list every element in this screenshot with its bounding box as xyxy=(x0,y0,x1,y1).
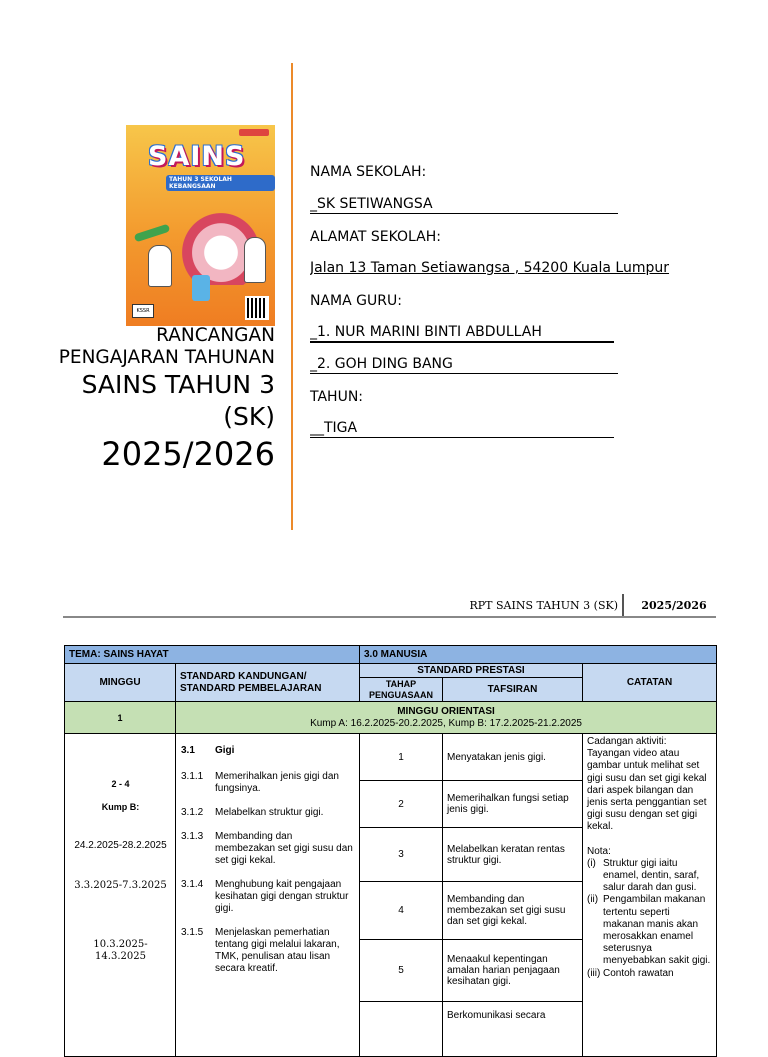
sp-level: 2 xyxy=(360,781,443,828)
catatan-cell xyxy=(583,734,717,1057)
catatan-note: (i) Struktur gigi iaitu enamel, dentin, saraf, salur darah dan gusi. xyxy=(587,857,700,894)
teacher-name-label: NAMA GURU: xyxy=(310,293,402,309)
sp-level: 3 xyxy=(360,828,443,882)
orientation-title: MINGGU ORIENTASI xyxy=(397,705,495,717)
sp-description: Memerihalkan fungsi setiap jenis gigi. xyxy=(443,781,583,828)
running-header-title: RPT SAINS TAHUN 3 (SK) xyxy=(469,599,618,612)
sp-level xyxy=(360,1002,443,1057)
orientation-dates: Kump A: 16.2.2025-20.2.2025, Kump B: 17.2.2025-21.2.2025 xyxy=(310,717,582,729)
sk-item: 3.1.4 Menghubung kait pengajaan kesihatan gigi dengan struktur gigi. xyxy=(181,879,349,914)
student-illustration xyxy=(244,237,266,283)
cover-subject: SAINS TAHUN 3 xyxy=(81,370,275,399)
unit-cell: 3.0 MANUSIA xyxy=(360,646,717,664)
sp-description: Menaakul kepentingan amalan harian penjagaan kesihatan gigi. xyxy=(443,940,583,1002)
week-group: Kump B: xyxy=(101,802,140,812)
sp-description: Menyatakan jenis gigi. xyxy=(443,734,583,781)
sp-description: Membanding dan membezakan set gigi susu dan set gigi kekal. xyxy=(443,882,583,940)
header-separator xyxy=(622,594,624,618)
week-date-3b: 14.3.2025 xyxy=(95,951,146,962)
sk-item: 3.1.5 Menjelaskan pemerhatian tentang gigi melalui lakaran, TMK, penulisan atau lisan secara kreatif. xyxy=(181,927,340,974)
catatan-note: (iii) Contoh rawatan xyxy=(587,967,674,979)
sp-description: Berkomunikasi secara xyxy=(443,1002,583,1057)
cover-divider xyxy=(291,63,293,530)
year-value: __TIGA xyxy=(310,419,614,438)
catatan-notes xyxy=(587,858,712,980)
header-tafsiran: TAFSIRAN xyxy=(443,678,583,702)
sp-level: 4 xyxy=(360,882,443,940)
sk-item: 3.1.1 Memerihalkan jenis gigi dan fungsinya. xyxy=(181,771,339,794)
teacher-2-value: _2. GOH DING BANG xyxy=(310,355,618,374)
header-catatan: CATATAN xyxy=(583,664,717,702)
school-name-value: _SK SETIWANGSA xyxy=(310,195,618,214)
sp-level: 5 xyxy=(360,940,443,1002)
qr-code-icon xyxy=(245,296,269,320)
bottle-illustration xyxy=(192,275,210,301)
theme-cell: TEMA: SAINS HAYAT xyxy=(65,646,360,664)
week-range: 2 - 4 xyxy=(111,779,130,789)
catatan-note-label: Nota: xyxy=(587,845,611,857)
student-illustration xyxy=(148,245,172,287)
sp-level: 1 xyxy=(360,734,443,781)
book-cover-subtitle: TAHUN 3 SEKOLAH KEBANGSAAN xyxy=(166,175,275,191)
book-cover-title: SAINS xyxy=(148,141,246,172)
header-tahap-penguasaan: TAHAP PENGUASAAN xyxy=(360,678,443,702)
school-address-label: ALAMAT SEKOLAH: xyxy=(310,229,441,245)
year-label: TAHUN: xyxy=(310,389,364,405)
catatan-note: (ii) Pengambilan makanan tertentu seperti makanan manis akan merosakkan enamel seterusnya menyebabkan sakit gigi. xyxy=(587,894,711,967)
sp-description: Melabelkan keratan rentas struktur gigi. xyxy=(443,828,583,882)
teacher-1-value: _1. NUR MARINI BINTI ABDULLAH xyxy=(310,323,614,343)
sk-heading-text: Gigi xyxy=(215,745,235,756)
header-minggu: MINGGU xyxy=(65,664,176,702)
ministry-crest xyxy=(239,129,269,136)
sk-item: 3.1.2 Melabelkan struktur gigi. xyxy=(181,807,324,818)
book-cover-image xyxy=(126,125,275,326)
header-standard-prestasi: STANDARD PRESTASI xyxy=(360,664,583,678)
header-standard-kandungan: STANDARD KANDUNGAN/ STANDARD PEMBELAJARAN xyxy=(176,664,360,702)
rpt-table xyxy=(64,645,717,1057)
cover-title-line2: PENGAJARAN TAHUNAN xyxy=(58,347,275,368)
sk-heading-num: 3.1 xyxy=(181,745,195,756)
school-address-value: Jalan 13 Taman Setiawangsa , 54200 Kuala Lumpur xyxy=(310,260,670,276)
sk-heading xyxy=(181,745,353,757)
orientation-cell xyxy=(176,702,717,734)
cover-school-type: (SK) xyxy=(223,402,275,431)
header-rule xyxy=(63,616,716,618)
week-date-2: 3.3.2025-7.3.2025 xyxy=(74,880,167,891)
running-header-year: 2025/2026 xyxy=(641,599,707,612)
week-cell xyxy=(65,734,176,1057)
sk-item: 3.1.3 Membanding dan membezakan set gigi susu dan set gigi kekal. xyxy=(181,831,353,866)
school-name-label: NAMA SEKOLAH: xyxy=(310,164,427,180)
standard-kandungan-cell xyxy=(176,734,360,1057)
toothpaste-illustration xyxy=(134,224,171,243)
orientation-week: 1 xyxy=(65,702,176,734)
cover-title-line1: RANCANGAN xyxy=(156,325,275,346)
catatan-activity: Cadangan aktiviti: Tayangan video atau gambar untuk melihat set gigi susu dan set gigi kekal dari aspek bilangan dan jenis serta penggantian set gigi susu dengan set gigi kekal. xyxy=(587,736,707,833)
week-date-3: 10.3.2025- xyxy=(93,939,148,950)
week-date-1: 24.2.2025-28.2.2025 xyxy=(74,840,167,851)
kssr-logo: KSSR xyxy=(132,304,154,318)
cover-year: 2025/2026 xyxy=(101,435,275,473)
